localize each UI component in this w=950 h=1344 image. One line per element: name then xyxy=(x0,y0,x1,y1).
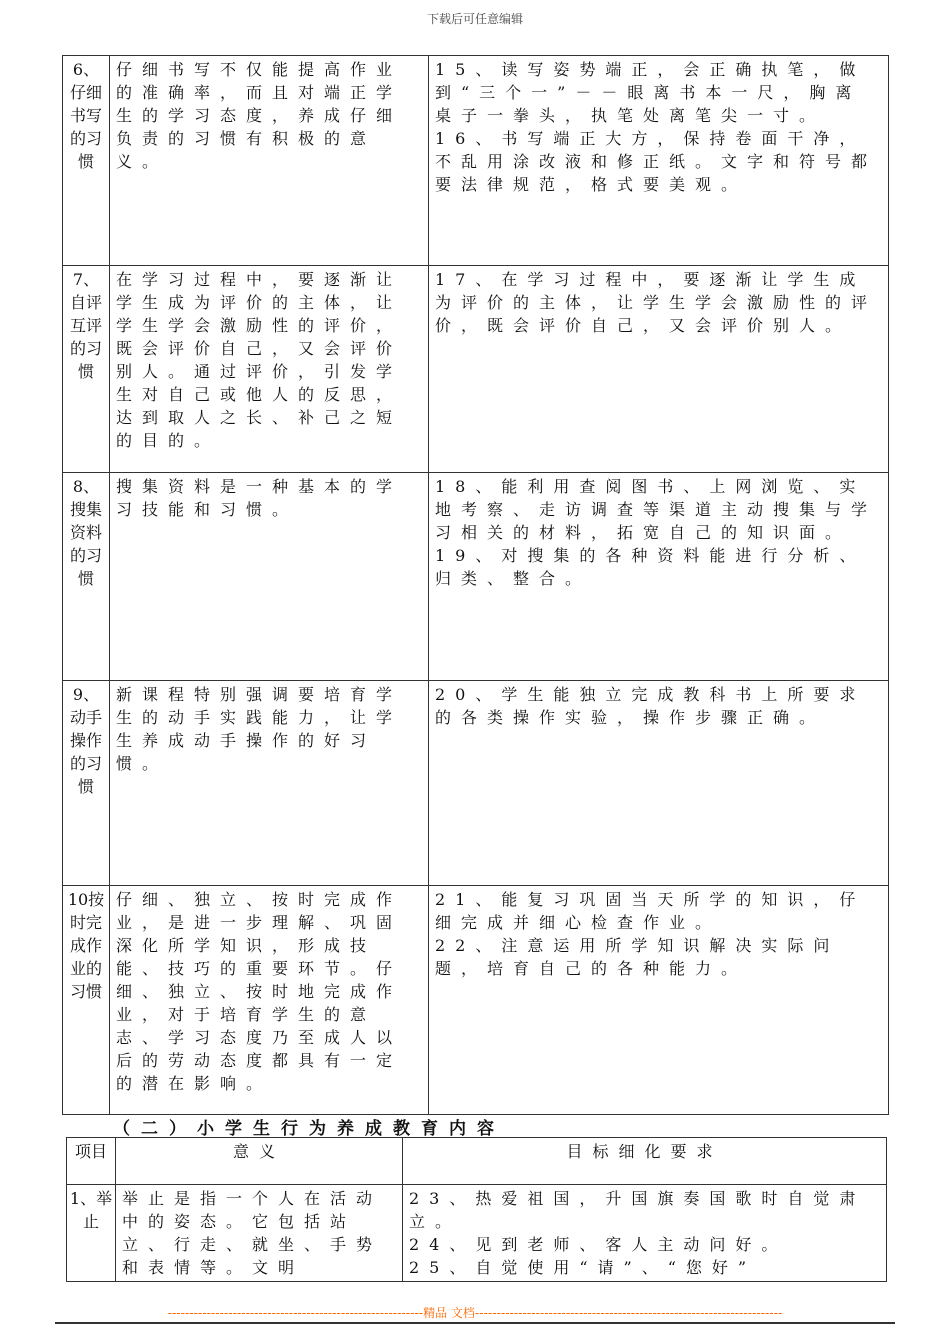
header-item: 项目 xyxy=(67,1138,116,1185)
table-row xyxy=(63,56,889,266)
meaning-cell: 在学习过程中，要逐渐让学生成为评价的主体，让学生学会激励性的评价，既会评价自己，又会评价别人。通过评价，引发学生对自己或他人的反思，达到取人之长、补己之短的目的。 xyxy=(110,266,429,473)
goals-cell xyxy=(429,886,889,1115)
goal-item: 18、能利用查阅图书、上网浏览、实地考察、走访调查等渠道主动搜集与学习相关的材料，拓宽自己的知识面。 xyxy=(435,477,878,542)
meaning-cell: 仔细书写不仅能提高作业的准确率，而且对端正学生的学习态度，养成仔细负责的习惯有积极的意义。 xyxy=(110,56,429,266)
meaning-cell: 新课程特别强调要培育学生的动手实践能力，让学生养成动手操作的好习惯。 xyxy=(110,681,429,886)
header-meaning: 意义 xyxy=(116,1138,403,1185)
goal-item: 15、读写姿势端正，会正确执笔，做到“三个一”－－眼离书本一尺，胸离桌子一拳头，执笔处离笔尖一寸。 xyxy=(435,60,866,125)
meaning-cell: 搜集资料是一种基本的学习技能和习惯。 xyxy=(110,473,429,681)
meaning-cell: 举止是指一个人在活动中的姿态。它包括站立、行走、就坐、手势和表情等。文明 xyxy=(116,1185,403,1282)
goal-item: 21、能复习巩固当天所学的知识，仔细完成并细心检查作业。 xyxy=(435,890,866,932)
goals-cell xyxy=(429,56,889,266)
goal-item: 22、注意运用所学知识解决实际问题，培育自己的各种能力。 xyxy=(435,936,840,978)
item-cell: 8、搜集资料的习惯 xyxy=(63,473,110,681)
meaning-cell: 仔细、独立、按时完成作业，是进一步理解、巩固深化所学知识，形成技能、技巧的重要环节。仔细、独立、按时地完成作业，对于培育学生的意志、学习态度乃至成人以后的劳动态度都具有一定的潜在影响。 xyxy=(110,886,429,1115)
behavior-table xyxy=(66,1137,887,1282)
page-footer: -----------------------------------------------------------精品 文档----------------------------------------------------------------------- xyxy=(167,1306,783,1320)
header-goals: 目标细化要求 xyxy=(403,1138,887,1185)
table-row xyxy=(67,1185,887,1282)
goal-item: 23、热爱祖国，升国旗奏国歌时自觉肃立。 xyxy=(409,1189,866,1231)
goal-item: 16、书写端正大方，保持卷面干净，不乱用涂改液和修正纸。文字和符号都要法律规范，格式要美观。 xyxy=(435,129,878,194)
page-header: 下载后可任意编辑 xyxy=(426,12,523,26)
table-header-row xyxy=(67,1138,887,1185)
goal-item: 19、对搜集的各种资料能进行分析、归类、整合。 xyxy=(435,546,866,588)
table-row xyxy=(63,473,889,681)
item-cell: 1、举止 xyxy=(67,1185,116,1282)
goal-item: 24、见到老师、客人主动问好。 xyxy=(409,1235,788,1254)
goals-cell xyxy=(429,266,889,473)
footer-divider xyxy=(55,1322,895,1324)
item-cell: 10按时完成作业的习惯 xyxy=(63,886,110,1115)
table-row xyxy=(63,681,889,886)
goal-item: 17、在学习过程中，要逐渐让学生成为评价的主体，让学生学会激励性的评价，既会评价自己，又会评价别人。 xyxy=(435,270,878,335)
habits-table xyxy=(62,55,889,1115)
goals-cell xyxy=(403,1185,887,1282)
goal-item: 20、学生能独立完成教科书上所要求的各类操作实验，操作步骤正确。 xyxy=(435,685,866,727)
goals-cell xyxy=(429,681,889,886)
goal-item: 25、自觉使用“请”、“您好” xyxy=(409,1258,757,1277)
item-cell: 7、自评互评的习惯 xyxy=(63,266,110,473)
table-row xyxy=(63,266,889,473)
item-cell: 9、动手操作的习惯 xyxy=(63,681,110,886)
item-cell: 6、仔细书写的习惯 xyxy=(63,56,110,266)
section-title: （二）小学生行为养成教育内容 xyxy=(113,1119,505,1139)
goals-cell xyxy=(429,473,889,681)
table-row xyxy=(63,886,889,1115)
